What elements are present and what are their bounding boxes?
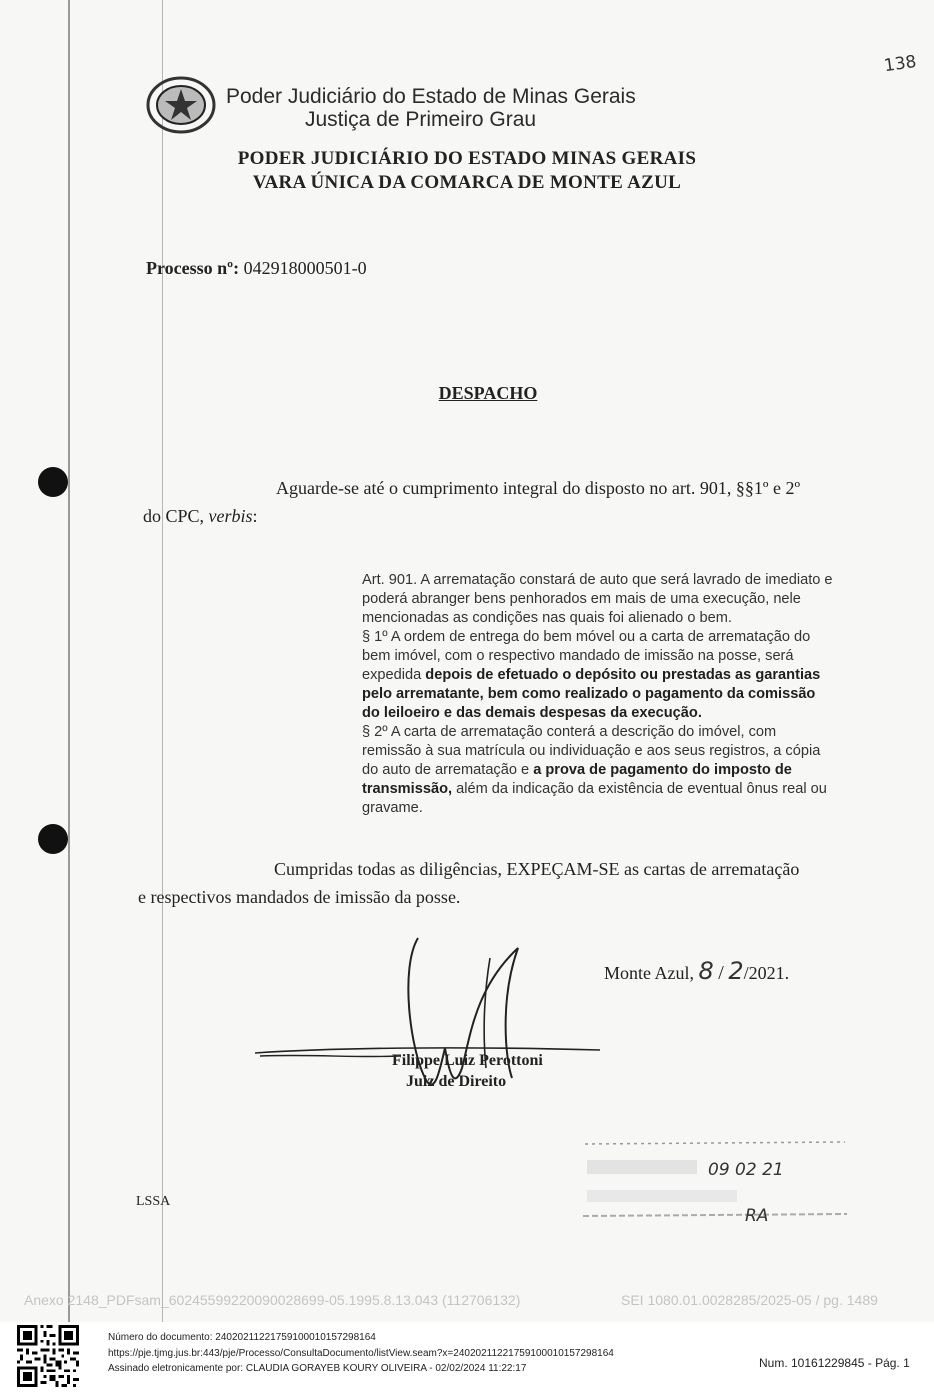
- place: Monte Azul,: [604, 963, 694, 983]
- text: § 2º A carta de arrematação conterá a descrição do imóvel, com remissão à sua matrícula ou individuação e aos seus registros, a cópia do auto de arrematação e: [362, 724, 821, 778]
- heading-despacho: DESPACHO: [438, 383, 538, 403]
- page-annotation: 138: [882, 51, 918, 77]
- quote-paragraph-2: [362, 723, 834, 818]
- process-value: 042918000501-0: [243, 258, 367, 278]
- stamp-initials: RA: [745, 1206, 769, 1226]
- footer-page-number: Num. 10161229845 - Pág. 1: [759, 1356, 910, 1370]
- footer-metadata: [108, 1330, 614, 1377]
- place-date: [604, 957, 789, 985]
- paragraph-2-line-1: Cumpridas todas as diligências, EXPEÇAM-SE as cartas de arrematação: [274, 859, 800, 879]
- handwritten-month: 2: [728, 957, 744, 985]
- coat-of-arms-seal: [145, 75, 217, 135]
- instance-name: Justiça de Primeiro Grau: [305, 108, 537, 131]
- text: § 1º A ordem de entrega do bem móvel ou a carta de arrematação do bem imóvel, com o respectivo mandado de imissão na posse, será expedida: [362, 629, 811, 683]
- author-initials: LSSA: [136, 1194, 171, 1209]
- quote-paragraph-1: [362, 628, 834, 723]
- process-number: [146, 258, 367, 279]
- text: :: [252, 506, 258, 526]
- stamp-date: 09 02 21: [708, 1160, 784, 1180]
- institution-name: Poder Judiciário do Estado de Minas Gerais: [226, 85, 636, 108]
- date-separator: /: [718, 962, 724, 984]
- process-label: Processo nº:: [146, 258, 240, 278]
- bold-text: a prova de pagamento do imposto de transmissão,: [362, 762, 792, 797]
- signer-name: Filippe Luiz Perottoni: [392, 1052, 543, 1069]
- paragraph-1-line-2: [143, 506, 258, 527]
- paragraph-2-line-2: e respectivos mandados de imissão da posse.: [138, 887, 461, 907]
- fold-line: [162, 0, 163, 1322]
- text: do CPC,: [143, 506, 209, 526]
- footer-signed-by: Assinado eletronicamente por: CLAUDIA GORAYEB KOURY OLIVEIRA - 02/02/2024 11:22:17: [108, 1363, 527, 1374]
- footer-url[interactable]: https://pje.tjmg.jus.br:443/pje/Processo/ConsultaDocumento/listView.seam?x=24020211221759100010157298164: [108, 1347, 614, 1359]
- year: /2021.: [743, 963, 790, 983]
- qr-code: [17, 1325, 79, 1387]
- italic-text: verbis: [208, 506, 253, 526]
- paragraph-1-line-1: Aguarde-se até o cumprimento integral do disposto no art. 901, §§1º e 2º: [276, 478, 801, 498]
- quote-article: Art. 901. A arrematação constará de auto que será lavrado de imediato e poderá abranger bens penhorados em mais de uma execução, nele mencionadas as condições nas quais foi alienado o bem.: [362, 572, 833, 626]
- punch-hole: [38, 824, 68, 854]
- bold-text: depois de efetuado o depósito ou prestadas as garantias pelo arrematante, bem como realizado o pagamento da comissão do leiloeiro e das demais despesas da execução.: [362, 667, 821, 721]
- watermark-left: Anexo 2148_PDFsam_60245599220090028699-05.1995.8.13.043 (112706132): [24, 1292, 521, 1308]
- document-title-line1: PODER JUDICIÁRIO DO ESTADO MINAS GERAIS: [237, 148, 697, 169]
- signer-block: [392, 1050, 543, 1092]
- text: além da indicação da existência de eventual ônus real ou gravame.: [362, 781, 827, 816]
- handwritten-day: 8: [698, 957, 714, 985]
- legal-quote: [362, 571, 834, 818]
- punch-hole: [38, 467, 68, 497]
- footer-document-number: Número do documento: 24020211221759100010157298164: [108, 1332, 376, 1343]
- watermark-right: SEI 1080.01.0028285/2025-05 / pg. 1489: [621, 1292, 878, 1308]
- binding-line: [68, 0, 70, 1322]
- signer-role: Juiz de Direito: [406, 1073, 507, 1090]
- document-title-line2: VARA ÚNICA DA COMARCA DE MONTE AZUL: [252, 172, 682, 193]
